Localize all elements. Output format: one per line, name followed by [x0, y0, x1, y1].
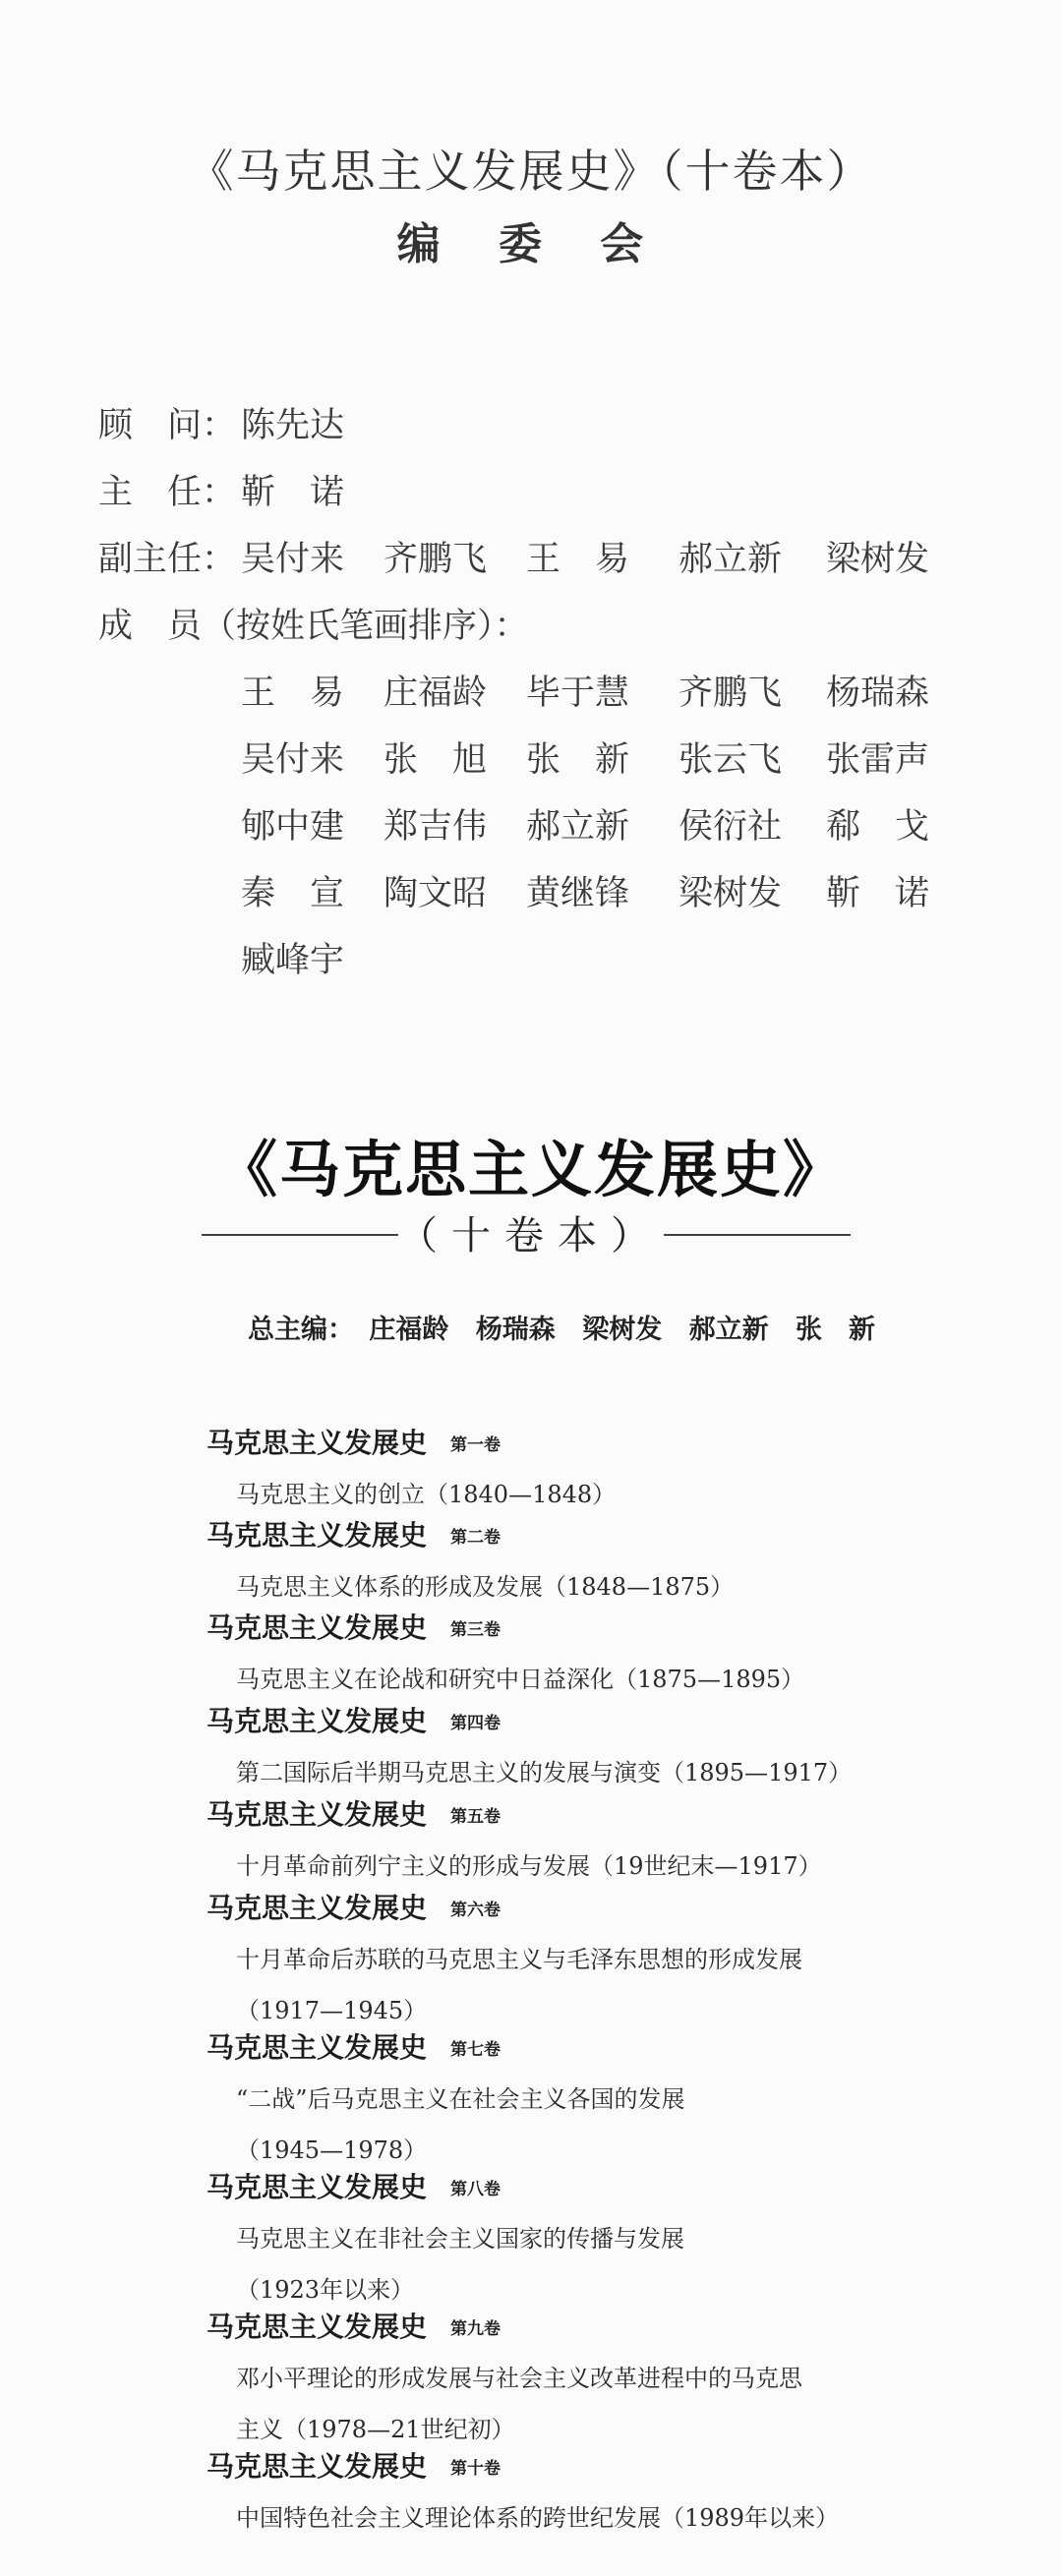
volume-heading	[206, 2306, 501, 2345]
advisor-name: 陈先达	[241, 406, 345, 445]
members-label: 成 员（按姓氏笔画排序）：	[98, 607, 529, 646]
member-name: 黄继锋	[526, 874, 630, 913]
volume-title-cont: 主义（1978—21世纪初）	[236, 2416, 515, 2443]
deputy-name: 吴付来	[241, 540, 345, 579]
member-name: 毕于慧	[526, 673, 630, 713]
volume-number: 第九卷	[450, 2319, 502, 2339]
deputy-row	[98, 532, 241, 581]
member-name: 陶文昭	[384, 874, 488, 913]
volume-title: 邓小平理论的形成发展与社会主义改革进程中的马克思	[236, 2365, 802, 2392]
committee-title: 《马克思主义发展史》（十卷本）	[188, 145, 874, 198]
member-name: 郑吉伟	[384, 807, 488, 847]
volume-title: 十月革命前列宁主义的形成与发展（19世纪末—1917）	[236, 1852, 822, 1880]
volume-number: 第二卷	[450, 1528, 502, 1548]
volume-series-name: 马克思主义发展史	[206, 1519, 428, 1551]
volume-title: 马克思主义在论战和研究中日益深化（1875—1895）	[236, 1666, 805, 1693]
deputy-label: 副主任：	[98, 540, 237, 579]
volume-title-cont: （1945—1978）	[236, 2137, 428, 2164]
director-label: 主 任：	[98, 473, 237, 512]
member-name: 郇中建	[241, 807, 345, 847]
chief-editor-label: 总主编：	[248, 1315, 354, 1345]
series-subtitle-row	[0, 1204, 1062, 1263]
chief-editor-row	[248, 1308, 893, 1346]
volume-number: 第三卷	[450, 1620, 502, 1640]
volume-series-name: 马克思主义发展史	[206, 1611, 428, 1644]
volume-number: 第四卷	[450, 1714, 502, 1733]
member-name: 张雷声	[826, 740, 930, 780]
member-name: 杨瑞森	[826, 673, 930, 713]
volume-series-name: 马克思主义发展史	[206, 1427, 428, 1459]
member-name: 郗 戈	[826, 807, 930, 847]
volume-number: 第一卷	[450, 1435, 502, 1455]
volume-series-name: 马克思主义发展史	[206, 1798, 428, 1831]
member-name: 梁树发	[678, 874, 783, 913]
volume-number: 第六卷	[450, 1901, 502, 1920]
volume-heading	[206, 2445, 501, 2485]
volume-heading	[206, 1793, 501, 1833]
chief-editor-name: 庄福龄	[369, 1315, 449, 1345]
volume-number: 第五卷	[450, 1807, 502, 1827]
chief-editor-name: 郝立新	[688, 1315, 769, 1345]
member-name: 靳 诺	[826, 874, 930, 913]
volume-title: 第二国际后半期马克思主义的发展与演变（1895—1917）	[236, 1759, 853, 1786]
advisor-label: 顾 问：	[98, 406, 237, 445]
volume-number: 第八卷	[450, 2180, 502, 2199]
member-name: 庄福龄	[384, 673, 488, 713]
volume-number: 第十卷	[450, 2459, 502, 2479]
volume-title: “二战”后马克思主义在社会主义各国的发展	[236, 2085, 685, 2113]
member-name: 郝立新	[526, 807, 630, 847]
chief-editor-name: 张 新	[796, 1315, 876, 1345]
divider-line-right	[664, 1234, 851, 1236]
volume-title: 马克思主义的创立（1840—1848）	[236, 1481, 617, 1508]
volume-title: 马克思主义体系的形成及发展（1848—1875）	[236, 1573, 735, 1601]
volume-number: 第七卷	[450, 2040, 502, 2060]
volume-series-name: 马克思主义发展史	[206, 2450, 428, 2483]
advisor-row	[98, 398, 344, 447]
series-subtitle: （十卷本）	[398, 1213, 664, 1259]
volume-title-cont: （1923年以来）	[236, 2276, 415, 2304]
chief-editor-name: 梁树发	[582, 1315, 663, 1345]
volume-series-name: 马克思主义发展史	[206, 1705, 428, 1737]
member-name: 齐鹏飞	[678, 673, 783, 713]
volume-title: 中国特色社会主义理论体系的跨世纪发展（1989年以来）	[236, 2504, 840, 2532]
chief-editor-name: 杨瑞森	[475, 1315, 556, 1345]
director-row	[98, 465, 344, 514]
deputy-name: 王 易	[526, 540, 630, 579]
member-name: 秦 宣	[241, 874, 345, 913]
volume-series-name: 马克思主义发展史	[206, 1892, 428, 1924]
member-name: 王 易	[241, 673, 345, 713]
volume-heading	[206, 2026, 501, 2066]
volume-heading	[206, 1422, 501, 1461]
volume-heading	[206, 1700, 501, 1739]
volume-heading	[206, 1887, 501, 1926]
deputy-name: 郝立新	[678, 540, 783, 579]
volume-title: 马克思主义在非社会主义国家的传播与发展	[236, 2225, 684, 2253]
deputy-name: 齐鹏飞	[384, 540, 488, 579]
member-name: 张 旭	[384, 740, 488, 780]
director-name: 靳 诺	[241, 473, 345, 512]
committee-subtitle: 编 委 会	[396, 219, 666, 269]
volume-heading	[206, 1607, 501, 1646]
volume-series-name: 马克思主义发展史	[206, 2311, 428, 2343]
series-title: 《马克思主义发展史》	[215, 1134, 846, 1205]
member-name: 张 新	[526, 740, 630, 780]
member-name: 臧峰宇	[241, 941, 345, 980]
volume-heading	[206, 1514, 501, 1553]
deputy-name: 梁树发	[826, 540, 930, 579]
member-name: 侯衍社	[678, 807, 783, 847]
volume-heading	[206, 2166, 501, 2205]
member-name: 张云飞	[678, 740, 783, 780]
volume-series-name: 马克思主义发展史	[206, 2171, 428, 2203]
volume-series-name: 马克思主义发展史	[206, 2031, 428, 2064]
member-name: 吴付来	[241, 740, 345, 780]
volume-title-cont: （1917—1945）	[236, 1997, 428, 2024]
volume-title: 十月革命后苏联的马克思主义与毛泽东思想的形成发展	[236, 1946, 802, 1973]
